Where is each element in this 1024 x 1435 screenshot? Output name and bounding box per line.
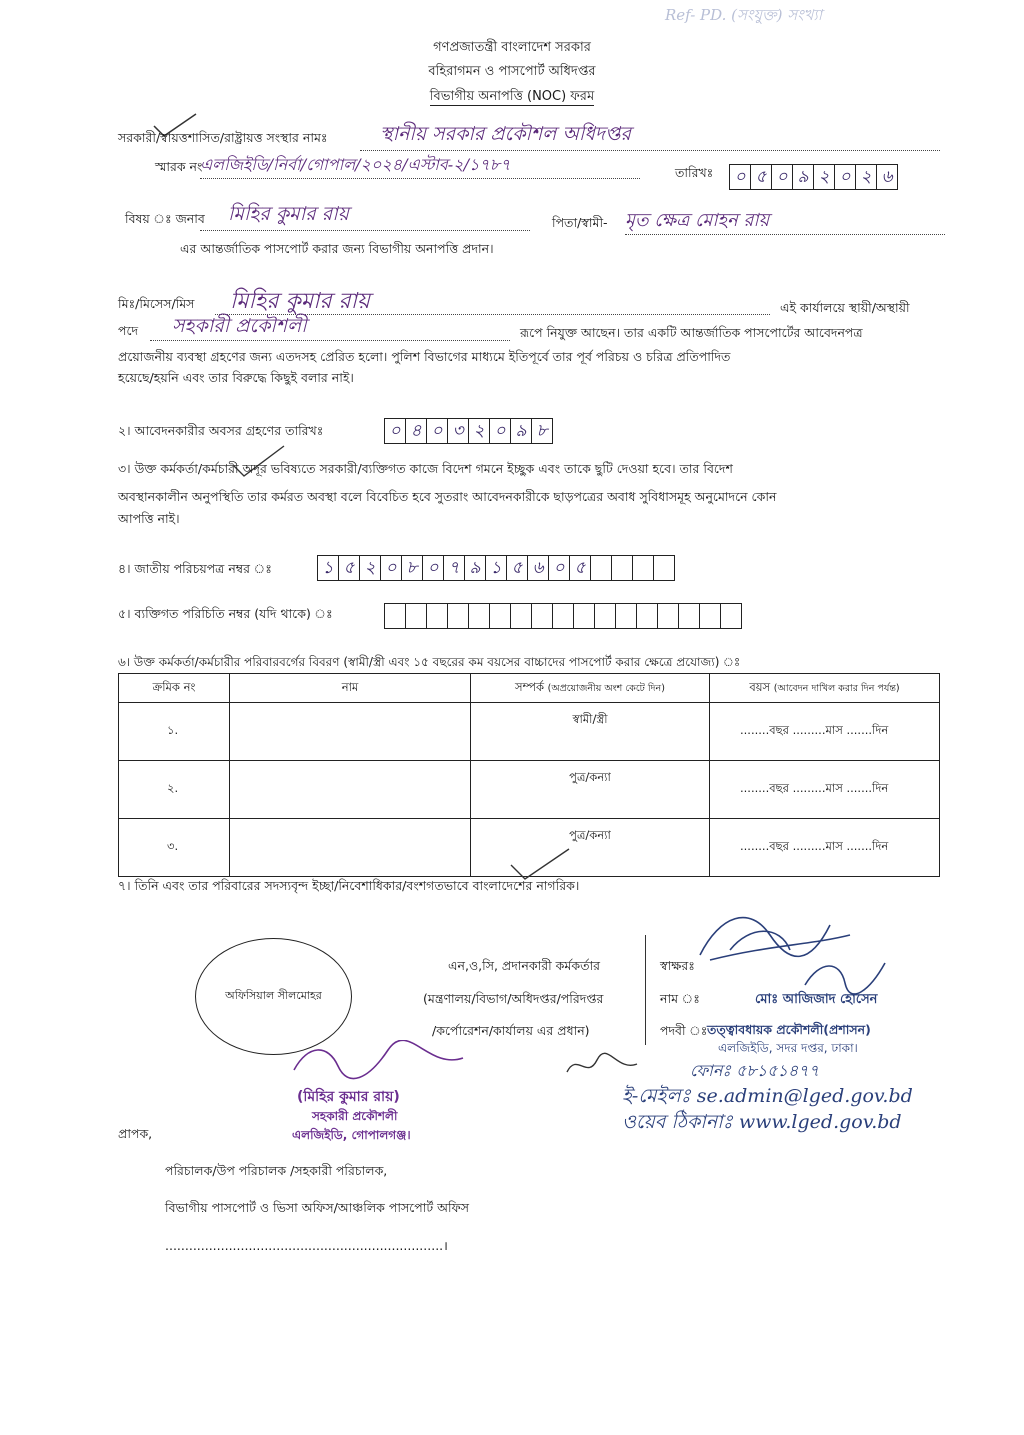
digit-box: ০ bbox=[834, 164, 856, 190]
applicant-stamp-office: এলজিইডি, গোপালগঞ্জ। bbox=[292, 1128, 411, 1142]
digit-box bbox=[594, 603, 616, 629]
phone-value: ৫৮১৫১৪৭৭ bbox=[736, 1061, 820, 1080]
post-value-right: তত্ত্বাবধায়ক প্রকৌশলী(প্রশাসন) bbox=[707, 1022, 871, 1037]
row-name bbox=[230, 819, 471, 877]
digit-box: ৫ bbox=[750, 164, 772, 190]
header-dept: বহিরাগমন ও পাসপোর্ট অধিদপ্তর bbox=[428, 64, 596, 79]
subject-name: মিহির কুমার রায় bbox=[228, 203, 349, 225]
digit-box: ২ bbox=[359, 555, 381, 581]
check-icon bbox=[505, 845, 575, 885]
digit-box bbox=[632, 555, 654, 581]
signatory-l1: এন,ও,সি, প্রদানকারী কর্মকর্তার bbox=[448, 958, 600, 973]
row-relation: পুত্র/কন্যা bbox=[471, 819, 710, 877]
digit-box: ৬ bbox=[527, 555, 549, 581]
post-label: পদে bbox=[118, 323, 139, 338]
digit-box bbox=[405, 603, 427, 629]
row-age: ........বছর .........মাস .......দিন bbox=[710, 703, 940, 761]
digit-box: ৫ bbox=[506, 555, 528, 581]
digit-box bbox=[636, 603, 658, 629]
digit-box bbox=[657, 603, 679, 629]
applicant-stamp-post: সহকারী প্রকৌশলী bbox=[312, 1109, 398, 1123]
post-tail: রূপে নিযুক্ত আছেন। তার একটি আন্তর্জাতিক পাসপোর্টের আবেদনপত্র bbox=[520, 325, 863, 340]
item3-line2: অবস্থানকালীন অনুপস্থিতি তার কর্মরত অবস্থা বলে বিবেচিত হবে সুতরাং আবেদনকারীকে ছাড়পত্রের অবাধ সুবিধাসমূহ অনুমোদনে কোন bbox=[118, 489, 777, 504]
name-label: নাম ঃ bbox=[660, 991, 700, 1006]
mr-tail: এই কার্যালয়ে স্থায়ী/অস্থায়ী bbox=[780, 300, 910, 315]
table-row bbox=[119, 703, 940, 761]
col-relation bbox=[471, 674, 710, 703]
official-seal bbox=[195, 938, 352, 1055]
pin-boxes bbox=[385, 603, 742, 629]
digit-box: ৮ bbox=[401, 555, 423, 581]
digit-box: ৪ bbox=[405, 418, 427, 444]
digit-box bbox=[611, 555, 633, 581]
recipient-l2: বিভাগীয় পাসপোর্ট ও ভিসা অফিস/আঞ্চলিক পাসপোর্ট অফিস bbox=[165, 1200, 469, 1215]
item5-label: ৫। ব্যক্তিগত পরিচিতি নম্বর (যদি থাকে) ঃ bbox=[118, 606, 333, 621]
item2-label: ২। আবেদনকারীর অবসর গ্রহণের তারিখঃ bbox=[118, 423, 324, 438]
subject-father-label: পিতা/স্বামী- bbox=[552, 215, 608, 230]
digit-box: ৬ bbox=[876, 164, 898, 190]
sign-label: স্বাক্ষরঃ bbox=[660, 958, 695, 973]
web-line bbox=[622, 1108, 902, 1140]
digit-box bbox=[573, 603, 595, 629]
corner-note: Ref- PD. (সংযুক্ত) সংখ্যা bbox=[665, 6, 823, 24]
official-seal-label: অফিসিয়াল সীলমোহর bbox=[225, 989, 322, 1002]
item3-line1: ৩। উক্ত কর্মকর্তা/কর্মচারী অদূর ভবিষ্যতে সরকারী/ব্যক্তিগত কাজে বিদেশ গমনে ইচ্ছুক এবং তাকে ছুটি দেওয়া হবে। তার বিদেশ bbox=[118, 461, 733, 476]
table-row bbox=[119, 761, 940, 819]
digit-box bbox=[552, 603, 574, 629]
para-line3: হয়েছে/হয়নি এবং তার বিরুদ্ধে কিছুই বলার নাই। bbox=[118, 370, 354, 385]
col-sl: ক্রমিক নং bbox=[119, 674, 230, 703]
row-relation: পুত্র/কন্যা bbox=[471, 761, 710, 819]
col-age-title: বয়স bbox=[749, 679, 771, 694]
digit-box bbox=[489, 603, 511, 629]
signatory-divider bbox=[645, 935, 646, 1045]
row-sl: ৩. bbox=[119, 819, 230, 877]
digit-box: ২ bbox=[813, 164, 835, 190]
web-value: www.lged.gov.bd bbox=[738, 1111, 902, 1133]
digit-box bbox=[531, 603, 553, 629]
row-relation: স্বামী/স্ত্রী bbox=[471, 703, 710, 761]
recipient-l1: পরিচালক/উপ পরিচালক /সহকারী পরিচালক, bbox=[165, 1163, 388, 1178]
digit-box bbox=[468, 603, 490, 629]
memo-date-label: তারিখঃ bbox=[675, 165, 714, 180]
digit-box bbox=[384, 603, 406, 629]
digit-box: ৮ bbox=[531, 418, 553, 444]
item6-label: ৬। উক্ত কর্মকর্তা/কর্মচারীর পরিবারবর্গের বিবরণ (স্বামী/স্ত্রী এবং ১৫ বছরের কম বয়সের বাচ্চাদের পাসপোর্ট করার ক্ষেত্রে প্রযোজ্য) ঃ bbox=[118, 655, 741, 669]
signatory-l3: /কর্পোরেশন/কার্যালয় এর প্রধান) bbox=[432, 1023, 590, 1038]
col-relation-title: সম্পর্ক bbox=[515, 679, 545, 694]
recipient-l3: ......................................................................। bbox=[165, 1238, 448, 1253]
mr-name: মিহির কুমার রায় bbox=[230, 289, 370, 314]
form-title bbox=[0, 87, 1024, 108]
digit-box: ১ bbox=[485, 555, 507, 581]
digit-box: ৯ bbox=[792, 164, 814, 190]
subject-dots bbox=[200, 230, 530, 231]
digit-box bbox=[678, 603, 700, 629]
digit-box: ৫ bbox=[338, 555, 360, 581]
memo-dots bbox=[200, 178, 640, 179]
name-value: মোঃ আজিজাদ হোসেন bbox=[755, 992, 878, 1007]
digit-box: ৭ bbox=[443, 555, 465, 581]
digit-box bbox=[615, 603, 637, 629]
signature-mark bbox=[800, 955, 890, 995]
org-value: স্থানীয় সরকার প্রকৌশল অধিদপ্তর bbox=[380, 123, 631, 145]
digit-box: ৫ bbox=[569, 555, 591, 581]
row-sl: ২. bbox=[119, 761, 230, 819]
row-sl: ১. bbox=[119, 703, 230, 761]
row-age: ........বছর .........মাস .......দিন bbox=[710, 761, 940, 819]
col-age-note: (আবেদন দাখিল করার দিন পর্যন্ত) bbox=[773, 682, 900, 694]
nid-boxes bbox=[318, 555, 675, 581]
item2-date-boxes bbox=[385, 418, 553, 444]
email-value: se.admin@lged.gov.bd bbox=[696, 1085, 913, 1107]
applicant-signature bbox=[288, 1040, 468, 1085]
digit-box: ৯ bbox=[464, 555, 486, 581]
digit-box: ০ bbox=[489, 418, 511, 444]
subject-line2: এর আন্তর্জাতিক পাসপোর্ট করার জন্য বিভাগীয় অনাপত্তি প্রদান। bbox=[180, 241, 494, 256]
subject-father-dots bbox=[625, 234, 945, 235]
col-age bbox=[710, 674, 940, 703]
memo-value: এলজিইডি/নির্বা/গোপাল/২০২৪/এস্টাব-২/১৭৮৭ bbox=[200, 155, 511, 174]
para-line2: প্রয়োজনীয় ব্যবস্থা গ্রহণের জন্য এতদসহ প্রেরিত হলো। পুলিশ বিভাগের মাধ্যমে ইতিপূর্বে তার পূর্ব পরিচয় ও চরিত্র প্রতিপাদিত bbox=[118, 349, 731, 364]
post-dots bbox=[150, 340, 510, 341]
item4-label: ৪। জাতীয় পরিচয়পত্র নম্বর ঃ bbox=[118, 561, 272, 576]
digit-box bbox=[447, 603, 469, 629]
digit-box: ০ bbox=[426, 418, 448, 444]
memo-label: স্মারক নং bbox=[155, 159, 203, 174]
mr-label: মিঃ/মিসেস/মিস bbox=[118, 296, 195, 311]
recipient-label: প্রাপক, bbox=[118, 1126, 153, 1141]
phone-line bbox=[690, 1058, 819, 1085]
row-name bbox=[230, 703, 471, 761]
header-gov: গণপ্রজাতন্ত্রী বাংলাদেশ সরকার bbox=[433, 40, 591, 55]
row-age: ........বছর .........মাস .......দিন bbox=[710, 819, 940, 877]
digit-box: ০ bbox=[548, 555, 570, 581]
digit-box: ০ bbox=[422, 555, 444, 581]
email-label: ই-মেইলঃ bbox=[622, 1085, 691, 1107]
digit-box: ০ bbox=[771, 164, 793, 190]
digit-box: ০ bbox=[380, 555, 402, 581]
applicant-stamp-name: (মিহির কুমার রায়) bbox=[297, 1089, 400, 1105]
subject-father: মৃত ক্ষেত্র মোহন রায় bbox=[625, 210, 770, 231]
item7-text: ৭। তিনি এবং তার পরিবারের সদস্যবৃন্দ ইচ্ছা/নিবেশাধিকার/বংশগতভাবে বাংলাদেশের নাগরিক। bbox=[118, 878, 580, 893]
row-name bbox=[230, 761, 471, 819]
form-title-text: বিভাগীয় অনাপত্তি (NOC) ফরম bbox=[429, 89, 595, 104]
digit-box bbox=[426, 603, 448, 629]
digit-box: ০ bbox=[384, 418, 406, 444]
digit-box bbox=[653, 555, 675, 581]
web-label: ওয়েব ঠিকানাঃ bbox=[622, 1111, 733, 1133]
col-relation-note: (অপ্রয়োজনীয় অংশ কেটে দিন) bbox=[547, 682, 665, 694]
item3-line3: আপত্তি নাই। bbox=[118, 511, 180, 526]
phone-label: ফোনঃ bbox=[690, 1061, 731, 1080]
post-value: সহকারী প্রকৌশলী bbox=[172, 315, 307, 337]
digit-box: ২ bbox=[855, 164, 877, 190]
org-dots bbox=[360, 150, 940, 151]
digit-box bbox=[720, 603, 742, 629]
digit-box: ২ bbox=[468, 418, 490, 444]
digit-box: ০ bbox=[729, 164, 751, 190]
office-value-right: এলজিইডি, সদর দপ্তর, ঢাকা। bbox=[718, 1041, 858, 1055]
digit-box bbox=[590, 555, 612, 581]
col-name: নাম bbox=[230, 674, 471, 703]
table-header-row bbox=[119, 674, 940, 703]
digit-box: ৩ bbox=[447, 418, 469, 444]
post-label-right: পদবী ঃ bbox=[660, 1023, 708, 1038]
subject-label: বিষয় ঃ জনাব bbox=[125, 211, 205, 226]
signatory-l2: (মন্ত্রণালয়/বিভাগ/অধিদপ্তর/পরিদপ্তর bbox=[423, 991, 604, 1006]
org-label: সরকারী/স্বায়ত্তশাসিত/রাষ্ট্রায়ত্ত সংস্থার নামঃ bbox=[118, 130, 328, 145]
digit-box: ৯ bbox=[510, 418, 532, 444]
digit-box bbox=[699, 603, 721, 629]
memo-date-boxes bbox=[730, 164, 898, 190]
initials-mark bbox=[562, 1052, 642, 1082]
digit-box: ১ bbox=[317, 555, 339, 581]
digit-box bbox=[510, 603, 532, 629]
